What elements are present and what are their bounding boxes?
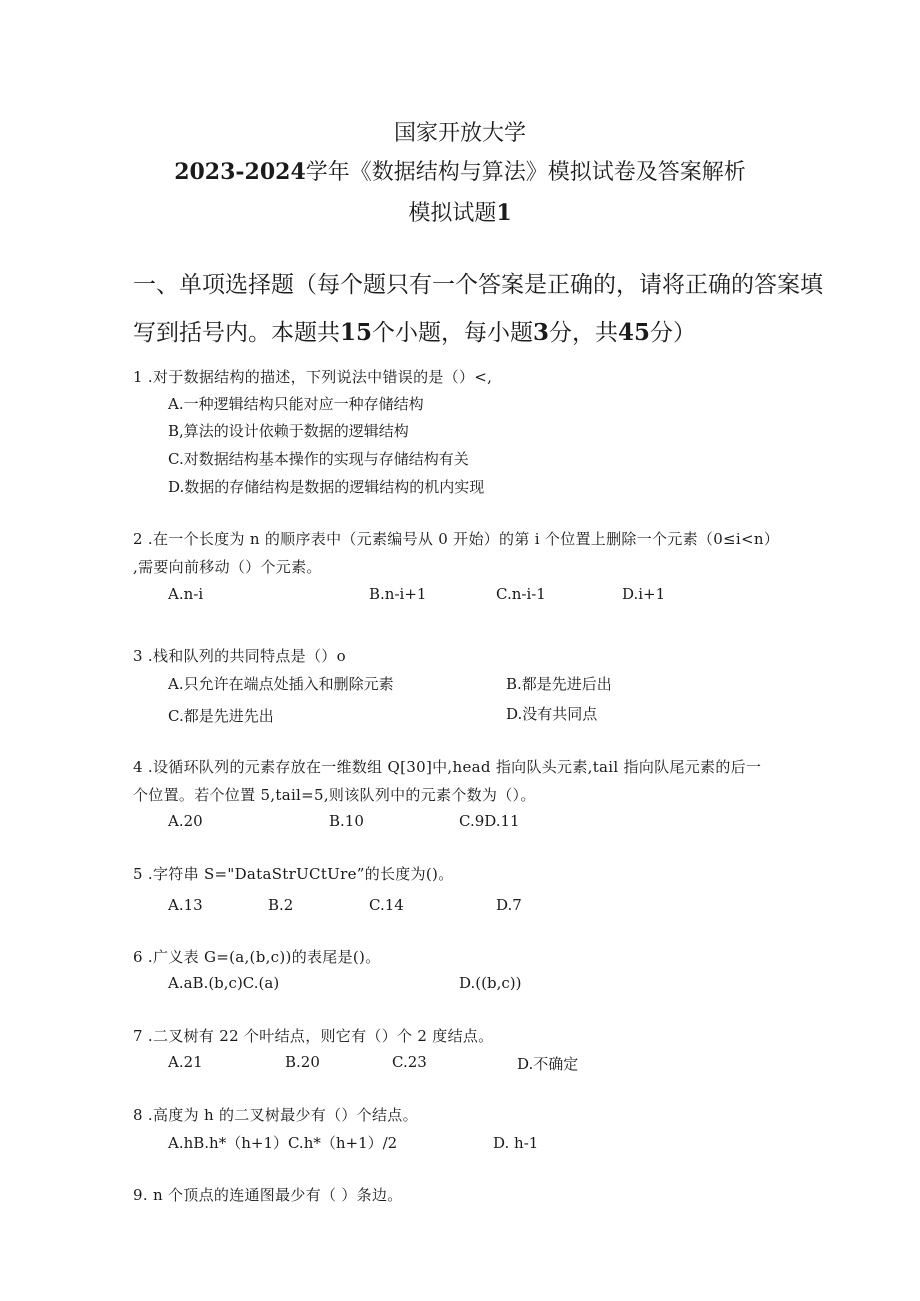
question-4-option-c: C.9D.11 (459, 812, 520, 830)
question-8-stem: 8 .高度为 h 的二叉树最少有（）个结点。 (133, 1106, 418, 1124)
question-9-stem: 9. n 个顶点的连通图最少有（ ）条边。 (133, 1186, 403, 1204)
question-4-option-b: B.10 (329, 812, 364, 830)
question-5-option-a: A.13 (168, 896, 203, 914)
question-1-stem: 1 .对于数据结构的描述，下列说法中错误的是（）<, (133, 368, 493, 386)
question-2-option-a: A.n-i (168, 585, 204, 603)
question-7-option-a: A.21 (168, 1053, 203, 1071)
question-count: 15 (340, 319, 373, 346)
university-name: 国家开放大学 (393, 121, 526, 146)
question-2-option-d: D.i+1 (622, 585, 666, 603)
question-5-option-d: D.7 (496, 896, 522, 914)
question-6-stem: 6 .广义表 G=(a,(b,c))的表尾是()。 (133, 948, 381, 966)
question-7-option-c: C.23 (392, 1053, 427, 1071)
question-3-option-c: C.都是先进先出 (168, 707, 274, 725)
question-2-option-c: C.n-i-1 (496, 585, 546, 603)
question-4-stem: 4 .设循环队列的元素存放在一维数组 Q[30]中,head 指向队头元素,tail 指向队尾元素的后一 (133, 758, 762, 776)
section-heading-line1: 一、单项选择题（每个题只有一个答案是正确的，请将正确的答案填 (133, 272, 823, 298)
section-text: 分，共 (549, 320, 619, 346)
question-3-stem: 3 .栈和队列的共同特点是（）o (133, 647, 346, 665)
section-text: 写到括号内。本题共 (133, 320, 340, 346)
question-1-option-c: C.对数据结构基本操作的实现与存储结构有关 (168, 450, 469, 468)
exam-title (0, 155, 920, 186)
exam-subtitle-number: 1 (496, 200, 512, 226)
exam-subtitle (0, 196, 920, 227)
exam-subtitle-text: 模拟试题 (408, 201, 497, 226)
points-per-question: 3 (533, 319, 550, 346)
section-heading-line2 (133, 314, 696, 347)
exam-title-year: 2023-2024 (174, 159, 306, 185)
question-6-option-d: D.((b,c)) (459, 974, 522, 992)
question-5-option-c: C.14 (369, 896, 404, 914)
question-2-option-b: B.n-i+1 (369, 585, 427, 603)
question-6-option-abc: A.aB.(b,c)C.(a) (168, 974, 280, 992)
question-3-option-a: A.只允许在端点处插入和删除元素 (168, 675, 394, 693)
question-7-option-b: B.20 (285, 1053, 320, 1071)
question-3-option-d: D.没有共同点 (506, 705, 598, 723)
question-1-option-a: A.一种逻辑结构只能对应一种存储结构 (168, 395, 424, 413)
question-5-stem: 5 .字符串 S="DataStrUCtUre”的长度为()。 (133, 865, 454, 883)
question-4-option-a: A.20 (168, 812, 203, 830)
total-points: 45 (618, 319, 651, 346)
question-2-stem-cont: ,需要向前移动（）个元素。 (133, 558, 322, 576)
question-2-stem: 2 .在一个长度为 n 的顺序表中（元素编号从 0 开始）的第 i 个位置上删除一个元素（0≤i<n） (133, 530, 780, 548)
question-7-option-d: D.不确定 (517, 1055, 579, 1073)
question-8-option-d: D. h-1 (493, 1134, 539, 1152)
question-1-option-b: B,算法的设计依赖于数据的逻辑结构 (168, 422, 409, 440)
section-text: 分） (650, 320, 697, 346)
question-8-option-abc: A.hB.h*（h+1）C.h*（h+1）/2 (168, 1134, 398, 1152)
question-4-stem-cont: 个位置。若个位置 5,tail=5,则该队列中的元素个数为（）。 (133, 786, 536, 804)
exam-title-text: 学年《数据结构与算法》模拟试卷及答案解析 (305, 160, 746, 185)
question-1-option-d: D.数据的存储结构是数据的逻辑结构的机内实现 (168, 478, 485, 496)
question-7-stem: 7 .二叉树有 22 个叶结点，则它有（）个 2 度结点。 (133, 1027, 494, 1045)
section-text: 个小题，每小题 (372, 320, 534, 346)
question-5-option-b: B.2 (268, 896, 294, 914)
question-3-option-b: B.都是先进后出 (506, 675, 612, 693)
